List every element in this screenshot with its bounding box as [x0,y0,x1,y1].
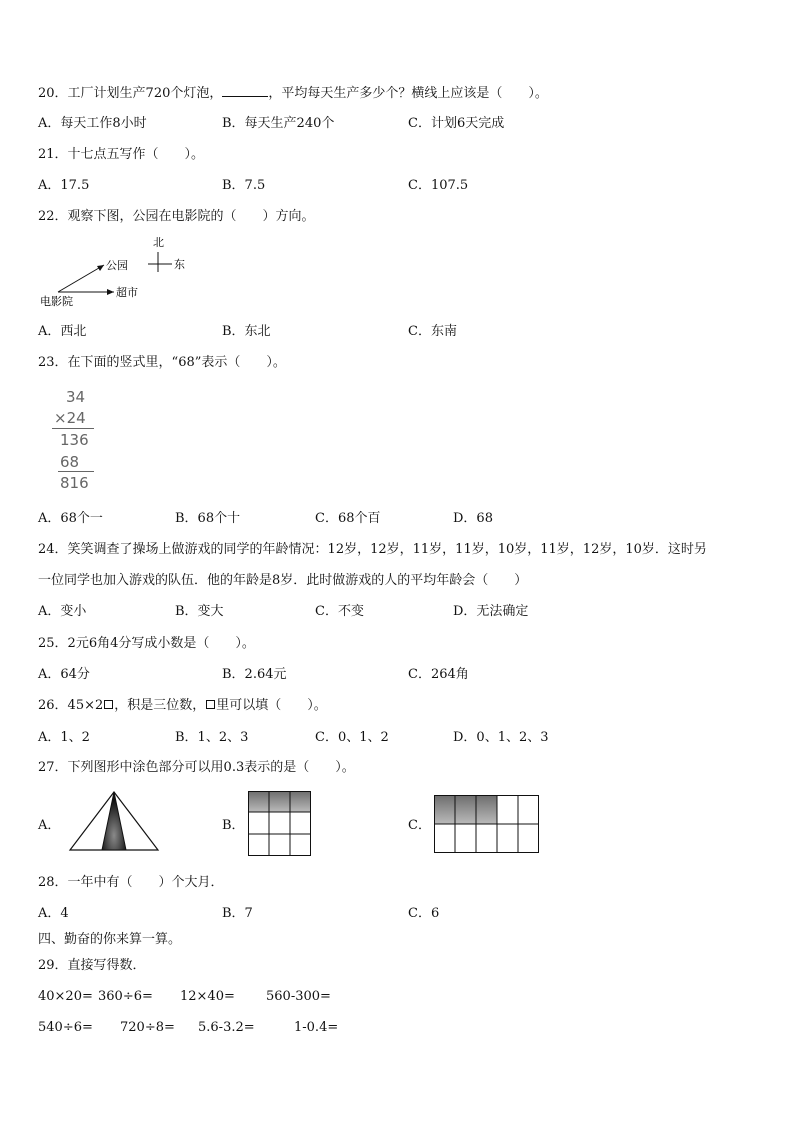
calc-item: 5.6-3.2= [198,1020,255,1035]
shaded-region [249,792,311,812]
question-23: 23．在下面的竖式里，“68”表示（ ）。 [38,355,286,370]
q22-option-c[interactable]: C．东南 [408,324,457,339]
q26-option-c[interactable]: C．0、1、2 [315,730,389,745]
question-26-text-b: ，积是三位数， [114,698,206,713]
q26-option-b[interactable]: B．1、2、3 [175,730,249,745]
question-21: 21．十七点五写作（ ）。 [38,147,205,162]
divider-line [52,428,94,429]
multiplier: ×24 [54,409,86,427]
q25-option-b[interactable]: B．2.64元 [222,667,287,682]
q23-option-b[interactable]: B．68个十 [175,511,241,526]
question-29: 29．直接写得数． [38,958,146,973]
grid-b-figure[interactable] [248,791,312,857]
calc-item: 1-0.4= [294,1020,339,1035]
q24-option-b[interactable]: B．变大 [175,604,224,619]
q27-option-b[interactable]: B． [222,818,245,833]
q25-option-a[interactable]: A．64分 [38,667,90,682]
question-26-text-a: 26．45×2 [38,698,104,713]
q20-option-a[interactable]: A．每天工作8小时 [38,116,147,131]
question-22: 22．观察下图，公园在电影院的（ ）方向。 [38,209,315,224]
calc-item: 540÷6= [38,1020,93,1035]
direction-diagram [38,232,208,308]
q28-option-c[interactable]: C．6 [408,906,440,921]
q23-option-c[interactable]: C．68个百 [315,511,381,526]
question-27: 27．下列图形中涂色部分可以用0.3表示的是（ ）。 [38,760,355,775]
q24-option-d[interactable]: D．无法确定 [453,604,529,619]
label-north: 北 [153,236,164,249]
q21-option-b[interactable]: B．7.5 [222,178,266,193]
q20-option-b[interactable]: B．每天生产240个 [222,116,335,131]
section-heading: 四、勤奋的你来算一算。 [38,932,182,947]
question-20-text-a: 20．工厂计划生产720个灯泡， [38,86,223,101]
q28-option-a[interactable]: A．4 [38,906,69,921]
triangle-figure[interactable] [68,790,162,854]
label-cinema: 电影院 [40,295,73,308]
question-26 [38,698,327,714]
product: 816 [60,474,89,492]
calc-item: 12×40= [180,989,235,1004]
grid-c-figure[interactable] [434,795,540,855]
question-24-line-1: 24．笑笑调查了操场上做游戏的同学的年龄情况：12岁，12岁，11岁，11岁，10岁，11岁，12岁，10岁．这时另 [38,542,707,557]
q22-option-a[interactable]: A．西北 [38,324,87,339]
q21-option-a[interactable]: A．17.5 [38,178,90,193]
question-28: 28．一年中有（ ）个大月． [38,875,224,890]
partial-product-2: 68 [60,453,80,471]
question-20 [38,84,548,102]
q22-option-b[interactable]: B．东北 [222,324,271,339]
arrow-head-icon [107,289,114,295]
calc-item: 40×20= [38,989,93,1004]
calc-item: 360÷6= [98,989,153,1004]
q20-option-c[interactable]: C．计划6天完成 [408,116,505,131]
q24-option-c[interactable]: C．不变 [315,604,364,619]
partial-product-1: 136 [60,431,89,449]
q26-option-d[interactable]: D．0、1、2、3 [453,730,549,745]
question-20-text-b: ，平均每天生产多少个？横线上应该是（ ）。 [268,86,548,101]
q21-option-c[interactable]: C．107.5 [408,178,469,193]
q27-option-a[interactable]: A． [38,818,61,833]
label-park: 公园 [106,259,128,272]
q27-option-c[interactable]: C． [408,818,431,833]
answer-blank[interactable] [222,84,268,97]
question-26-text-c: 里可以填（ ）。 [216,698,327,713]
blank-box-icon [206,700,215,709]
q28-option-b[interactable]: B．7 [222,906,253,921]
question-24-line-2: 一位同学也加入游戏的队伍．他的年龄是8岁．此时做游戏的人的平均年龄会（ ） [38,573,528,588]
label-east: 东 [174,258,185,271]
q26-option-a[interactable]: A．1、2 [38,730,90,745]
q23-option-d[interactable]: D．68 [453,511,493,526]
q24-option-a[interactable]: A．变小 [38,604,87,619]
label-supermarket: 超市 [116,286,138,299]
q23-option-a[interactable]: A．68个一 [38,511,103,526]
divider-line [58,471,94,472]
blank-box-icon [104,700,113,709]
calc-item: 560-300= [266,989,331,1004]
multiplicand: 34 [66,388,86,406]
q25-option-c[interactable]: C．264角 [408,667,469,682]
calc-item: 720÷8= [120,1020,175,1035]
question-25: 25．2元6角4分写成小数是（ ）。 [38,636,255,651]
shaded-region [435,796,497,824]
